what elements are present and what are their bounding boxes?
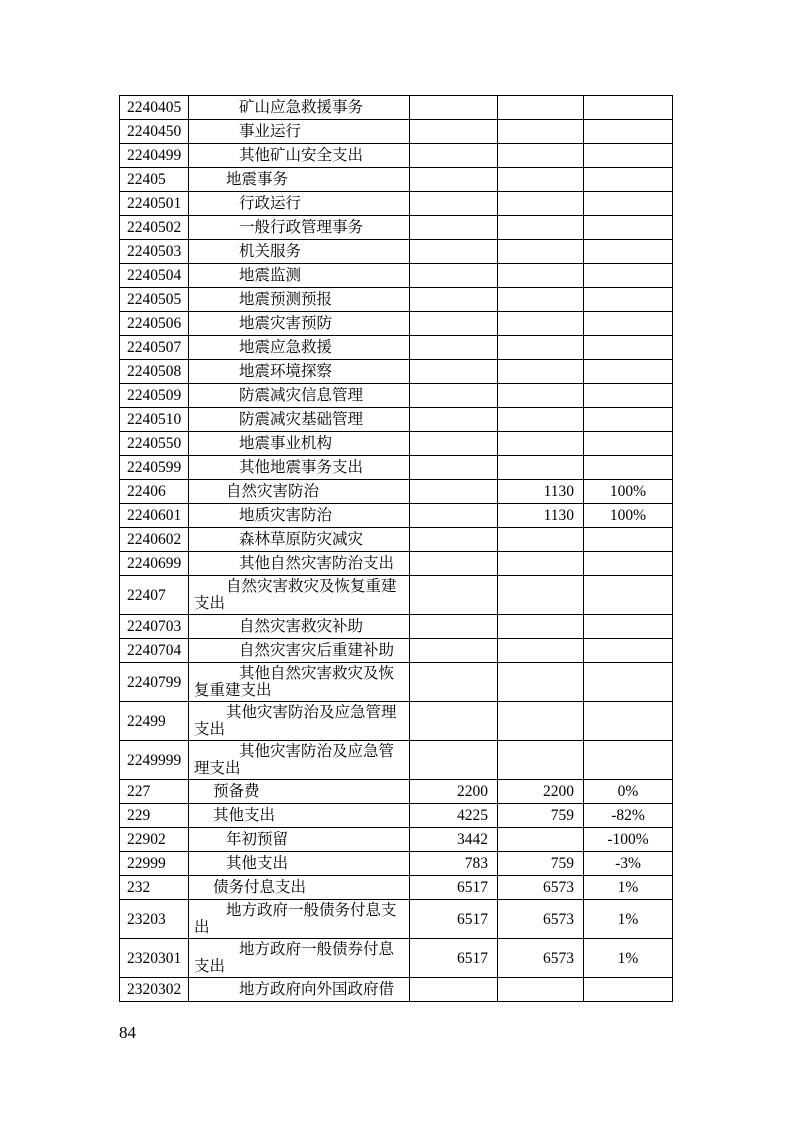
- item-name-cell: 地震事业机构: [189, 432, 410, 456]
- code-cell: 2240508: [120, 360, 189, 384]
- code-cell: 229: [120, 804, 189, 828]
- amount-cell-1: [410, 312, 498, 336]
- amount-cell-1: [410, 528, 498, 552]
- item-name-cell: 地震事务: [189, 168, 410, 192]
- amount-cell-1: 3442: [410, 828, 498, 852]
- table-row: [120, 900, 673, 939]
- table-row: [120, 168, 673, 192]
- code-cell: 2240510: [120, 408, 189, 432]
- item-name-cell: 其他支出: [189, 804, 410, 828]
- amount-cell-2: [498, 432, 584, 456]
- amount-cell-2: [498, 144, 584, 168]
- item-name-cell: 地方政府向外国政府借: [189, 978, 410, 1002]
- item-name-cell: 其他灾害防治及应急管理支出: [189, 741, 410, 780]
- amount-cell-2: 6573: [498, 900, 584, 939]
- amount-cell-1: [410, 702, 498, 741]
- item-name-cell: 事业运行: [189, 120, 410, 144]
- amount-cell-1: [410, 96, 498, 120]
- code-cell: 22999: [120, 852, 189, 876]
- code-cell: 23203: [120, 900, 189, 939]
- table-row: [120, 552, 673, 576]
- code-cell: 2240601: [120, 504, 189, 528]
- item-name-cell: 行政运行: [189, 192, 410, 216]
- table-row: [120, 264, 673, 288]
- code-cell: 2240509: [120, 384, 189, 408]
- page-number: 84: [119, 1023, 136, 1042]
- amount-cell-2: [498, 456, 584, 480]
- percent-change-cell: 0%: [584, 780, 673, 804]
- amount-cell-2: 6573: [498, 876, 584, 900]
- item-name-cell: 自然灾害救灾补助: [189, 615, 410, 639]
- item-name-cell: 地震灾害预防: [189, 312, 410, 336]
- percent-change-cell: [584, 576, 673, 615]
- percent-change-cell: [584, 456, 673, 480]
- item-name-cell: 地方政府一般债券付息支出: [189, 939, 410, 978]
- code-cell: 2240499: [120, 144, 189, 168]
- table-row: [120, 312, 673, 336]
- percent-change-cell: 100%: [584, 480, 673, 504]
- amount-cell-1: [410, 663, 498, 702]
- table-row: [120, 192, 673, 216]
- code-cell: 2240507: [120, 336, 189, 360]
- table-row: [120, 876, 673, 900]
- table-row: [120, 828, 673, 852]
- code-cell: 2240502: [120, 216, 189, 240]
- amount-cell-1: 2200: [410, 780, 498, 804]
- table-row: [120, 360, 673, 384]
- percent-change-cell: -3%: [584, 852, 673, 876]
- table-row: [120, 288, 673, 312]
- table-row: [120, 408, 673, 432]
- code-cell: 2240599: [120, 456, 189, 480]
- amount-cell-2: [498, 615, 584, 639]
- amount-cell-1: 783: [410, 852, 498, 876]
- percent-change-cell: [584, 528, 673, 552]
- percent-change-cell: [584, 408, 673, 432]
- table-row: [120, 144, 673, 168]
- percent-change-cell: [584, 144, 673, 168]
- amount-cell-1: [410, 504, 498, 528]
- table-row: [120, 702, 673, 741]
- amount-cell-2: [498, 216, 584, 240]
- amount-cell-1: [410, 240, 498, 264]
- item-name-cell: 地震环境探察: [189, 360, 410, 384]
- item-name-cell: 自然灾害灾后重建补助: [189, 639, 410, 663]
- amount-cell-2: [498, 240, 584, 264]
- amount-cell-1: [410, 336, 498, 360]
- amount-cell-1: [410, 264, 498, 288]
- amount-cell-2: [498, 528, 584, 552]
- amount-cell-1: 4225: [410, 804, 498, 828]
- table-row: [120, 432, 673, 456]
- percent-change-cell: 1%: [584, 900, 673, 939]
- table-row: [120, 456, 673, 480]
- amount-cell-2: [498, 702, 584, 741]
- item-name-cell: 自然灾害防治: [189, 480, 410, 504]
- amount-cell-2: [498, 336, 584, 360]
- code-cell: 2240799: [120, 663, 189, 702]
- item-name-cell: 自然灾害救灾及恢复重建支出: [189, 576, 410, 615]
- item-name-cell: 其他自然灾害防治支出: [189, 552, 410, 576]
- item-name-cell: 其他矿山安全支出: [189, 144, 410, 168]
- amount-cell-2: [498, 384, 584, 408]
- code-cell: 2249999: [120, 741, 189, 780]
- table-row: [120, 780, 673, 804]
- table-row: [120, 663, 673, 702]
- amount-cell-2: [498, 639, 584, 663]
- code-cell: 2240550: [120, 432, 189, 456]
- percent-change-cell: [584, 615, 673, 639]
- amount-cell-1: [410, 978, 498, 1002]
- item-name-cell: 地方政府一般债务付息支出: [189, 900, 410, 939]
- amount-cell-2: [498, 576, 584, 615]
- item-name-cell: 矿山应急救援事务: [189, 96, 410, 120]
- percent-change-cell: 1%: [584, 876, 673, 900]
- item-name-cell: 地震预测预报: [189, 288, 410, 312]
- percent-change-cell: [584, 120, 673, 144]
- amount-cell-1: [410, 288, 498, 312]
- percent-change-cell: [584, 552, 673, 576]
- amount-cell-2: [498, 96, 584, 120]
- percent-change-cell: [584, 312, 673, 336]
- table-row: [120, 240, 673, 264]
- item-name-cell: 其他自然灾害救灾及恢复重建支出: [189, 663, 410, 702]
- code-cell: 22499: [120, 702, 189, 741]
- amount-cell-1: [410, 384, 498, 408]
- amount-cell-2: 1130: [498, 504, 584, 528]
- code-cell: 2320302: [120, 978, 189, 1002]
- amount-cell-1: 6517: [410, 939, 498, 978]
- percent-change-cell: [584, 288, 673, 312]
- percent-change-cell: [584, 384, 673, 408]
- budget-table-body: [120, 96, 673, 1002]
- percent-change-cell: [584, 216, 673, 240]
- amount-cell-1: [410, 192, 498, 216]
- table-row: [120, 216, 673, 240]
- item-name-cell: 地质灾害防治: [189, 504, 410, 528]
- amount-cell-2: 1130: [498, 480, 584, 504]
- amount-cell-2: 2200: [498, 780, 584, 804]
- amount-cell-1: 6517: [410, 900, 498, 939]
- percent-change-cell: -82%: [584, 804, 673, 828]
- item-name-cell: 森林草原防灾减灾: [189, 528, 410, 552]
- percent-change-cell: [584, 96, 673, 120]
- percent-change-cell: [584, 741, 673, 780]
- amount-cell-1: [410, 576, 498, 615]
- amount-cell-1: [410, 432, 498, 456]
- table-row: [120, 120, 673, 144]
- percent-change-cell: [584, 663, 673, 702]
- amount-cell-2: [498, 360, 584, 384]
- percent-change-cell: [584, 264, 673, 288]
- table-row: [120, 528, 673, 552]
- amount-cell-2: 759: [498, 804, 584, 828]
- amount-cell-1: [410, 216, 498, 240]
- table-row: [120, 852, 673, 876]
- percent-change-cell: [584, 240, 673, 264]
- percent-change-cell: [584, 702, 673, 741]
- code-cell: 2240602: [120, 528, 189, 552]
- code-cell: 2240704: [120, 639, 189, 663]
- amount-cell-2: [498, 168, 584, 192]
- item-name-cell: 其他灾害防治及应急管理支出: [189, 702, 410, 741]
- item-name-cell: 债务付息支出: [189, 876, 410, 900]
- code-cell: 2240501: [120, 192, 189, 216]
- amount-cell-1: [410, 168, 498, 192]
- percent-change-cell: 1%: [584, 939, 673, 978]
- percent-change-cell: 100%: [584, 504, 673, 528]
- amount-cell-2: [498, 120, 584, 144]
- percent-change-cell: -100%: [584, 828, 673, 852]
- amount-cell-2: [498, 264, 584, 288]
- table-row: [120, 96, 673, 120]
- table-row: [120, 480, 673, 504]
- amount-cell-1: [410, 639, 498, 663]
- percent-change-cell: [584, 336, 673, 360]
- percent-change-cell: [584, 978, 673, 1002]
- amount-cell-2: [498, 288, 584, 312]
- table-row: [120, 336, 673, 360]
- code-cell: 2320301: [120, 939, 189, 978]
- table-row: [120, 939, 673, 978]
- percent-change-cell: [584, 639, 673, 663]
- code-cell: 2240504: [120, 264, 189, 288]
- amount-cell-1: [410, 552, 498, 576]
- code-cell: 2240503: [120, 240, 189, 264]
- code-cell: 2240699: [120, 552, 189, 576]
- amount-cell-1: [410, 615, 498, 639]
- code-cell: 2240703: [120, 615, 189, 639]
- code-cell: 22902: [120, 828, 189, 852]
- amount-cell-1: [410, 120, 498, 144]
- budget-table: [119, 95, 673, 1002]
- table-row: [120, 384, 673, 408]
- item-name-cell: 机关服务: [189, 240, 410, 264]
- code-cell: 22405: [120, 168, 189, 192]
- code-cell: 2240405: [120, 96, 189, 120]
- amount-cell-2: [498, 663, 584, 702]
- table-row: [120, 504, 673, 528]
- amount-cell-2: 759: [498, 852, 584, 876]
- percent-change-cell: [584, 432, 673, 456]
- code-cell: 232: [120, 876, 189, 900]
- amount-cell-2: [498, 978, 584, 1002]
- table-row: [120, 639, 673, 663]
- amount-cell-2: [498, 408, 584, 432]
- amount-cell-1: [410, 741, 498, 780]
- percent-change-cell: [584, 168, 673, 192]
- amount-cell-1: [410, 456, 498, 480]
- table-row: [120, 576, 673, 615]
- percent-change-cell: [584, 192, 673, 216]
- code-cell: 2240450: [120, 120, 189, 144]
- amount-cell-1: 6517: [410, 876, 498, 900]
- table-row: [120, 804, 673, 828]
- amount-cell-2: [498, 312, 584, 336]
- code-cell: 2240506: [120, 312, 189, 336]
- code-cell: 22407: [120, 576, 189, 615]
- item-name-cell: 地震应急救援: [189, 336, 410, 360]
- percent-change-cell: [584, 360, 673, 384]
- code-cell: 22406: [120, 480, 189, 504]
- table-row: [120, 978, 673, 1002]
- item-name-cell: 其他支出: [189, 852, 410, 876]
- item-name-cell: 防震减灾信息管理: [189, 384, 410, 408]
- table-row: [120, 741, 673, 780]
- amount-cell-1: [410, 144, 498, 168]
- code-cell: 2240505: [120, 288, 189, 312]
- amount-cell-1: [410, 480, 498, 504]
- amount-cell-2: 6573: [498, 939, 584, 978]
- amount-cell-1: [410, 360, 498, 384]
- item-name-cell: 防震减灾基础管理: [189, 408, 410, 432]
- item-name-cell: 一般行政管理事务: [189, 216, 410, 240]
- item-name-cell: 地震监测: [189, 264, 410, 288]
- amount-cell-2: [498, 828, 584, 852]
- item-name-cell: 预备费: [189, 780, 410, 804]
- amount-cell-1: [410, 408, 498, 432]
- code-cell: 227: [120, 780, 189, 804]
- item-name-cell: 其他地震事务支出: [189, 456, 410, 480]
- amount-cell-2: [498, 192, 584, 216]
- table-row: [120, 615, 673, 639]
- amount-cell-2: [498, 741, 584, 780]
- amount-cell-2: [498, 552, 584, 576]
- item-name-cell: 年初预留: [189, 828, 410, 852]
